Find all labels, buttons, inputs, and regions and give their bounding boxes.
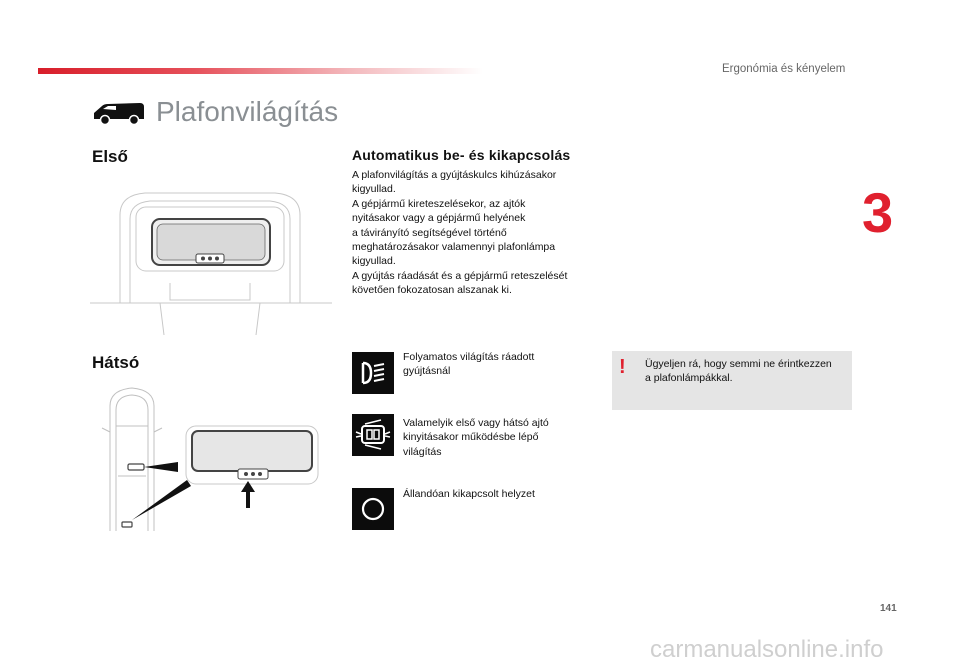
rear-ceiling-light-illustration [92, 386, 332, 536]
mode-line: kinyitásakor működésbe lépő [403, 431, 539, 444]
off-circle-icon [352, 488, 394, 530]
rear-heading: Hátsó [92, 353, 140, 372]
mode-line: Állandóan kikapcsolt helyzet [403, 488, 535, 500]
auto-line: A gyújtás ráadását és a gépjármű reteszelését [352, 269, 568, 282]
mode-line: Valamelyik első vagy hátsó ajtó [403, 417, 549, 429]
section-title: Ergonómia és kényelem [722, 63, 846, 75]
warning-icon: ! [619, 356, 626, 378]
auto-line: a távirányító segítségével történő [352, 226, 507, 239]
auto-line: kigyullad. [352, 183, 396, 196]
warning-text [645, 357, 850, 386]
door-open-icon [352, 414, 394, 456]
auto-line: kigyullad. [352, 255, 396, 268]
van-icon [92, 100, 146, 126]
mode-line: Folyamatos világítás ráadott [403, 351, 535, 363]
front-ceiling-light-illustration [90, 185, 332, 337]
mode-description [403, 350, 583, 379]
auto-line: meghatározásakor valamennyi plafonlámpa [352, 241, 556, 254]
light-beam-icon [352, 352, 394, 394]
header-accent-bar [38, 68, 483, 74]
mode-description [403, 416, 583, 459]
warning-line: a plafonlámpákkal. [645, 372, 733, 385]
page-number: 141 [880, 603, 897, 614]
mode-line: gyújtásnál [403, 365, 451, 378]
page-title: Plafonvilágítás [156, 96, 339, 127]
auto-heading: Automatikus be- és kikapcsolás [352, 147, 571, 163]
front-heading: Első [92, 147, 128, 166]
auto-line: nyitásakor vagy a gépjármű helyének [352, 212, 526, 225]
chapter-number: 3 [862, 181, 894, 244]
auto-line: A gépjármű kireteszelésekor, az ajtók [352, 197, 526, 210]
watermark-text: carmanualsonline.info [650, 636, 884, 663]
mode-description [403, 487, 583, 501]
auto-line: követően fokozatosan alszanak ki. [352, 284, 512, 297]
warning-line: Ügyeljen rá, hogy semmi ne érintkezzen [645, 358, 832, 370]
mode-line: világítás [403, 445, 442, 458]
auto-line: A plafonvilágítás a gyújtáskulcs kihúzásakor [352, 169, 557, 181]
auto-paragraph [352, 168, 602, 298]
